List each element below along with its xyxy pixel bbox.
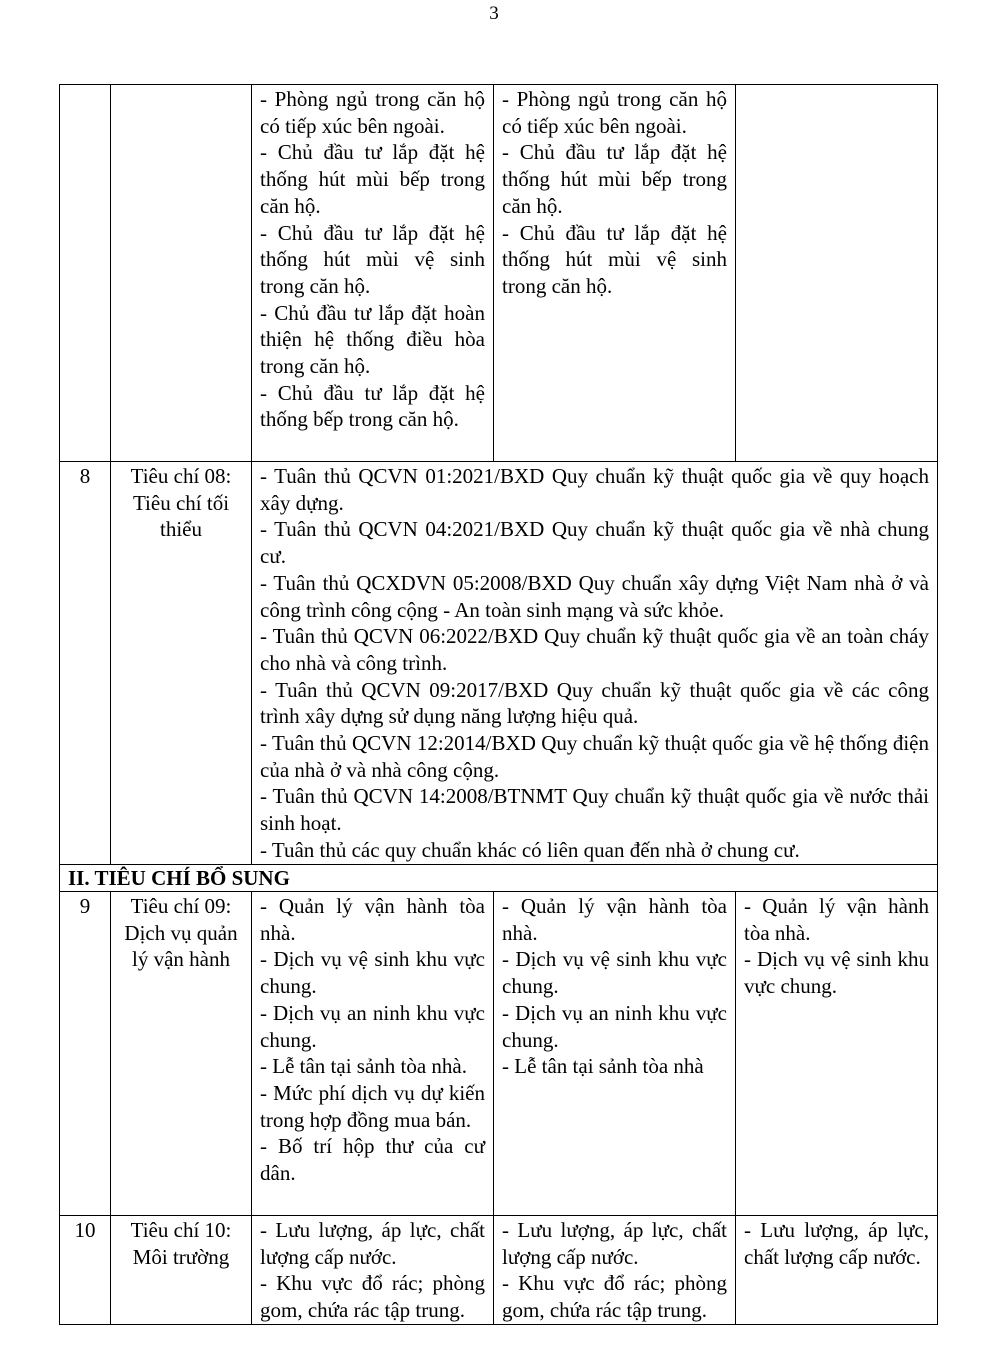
list-item: - Chủ đầu tư lắp đặt hệ thống hút mùi bếp trong căn hộ.: [260, 140, 485, 218]
list-item: - Chủ đầu tư lắp đặt hoàn thiện hệ thống điều hòa trong căn hộ.: [260, 300, 485, 379]
row-number-cell: 9: [60, 892, 111, 1216]
row-number-cell: [60, 85, 111, 462]
list-item: - Chủ đầu tư lắp đặt hệ thống bếp trong căn hộ.: [260, 380, 485, 432]
criterion-name-cell: [111, 462, 252, 865]
criterion-code: Tiêu chí 08:: [130, 464, 232, 488]
criterion-name-cell: [111, 1216, 252, 1325]
list-item: - Lễ tân tại sảnh tòa nhà.: [260, 1054, 468, 1079]
table-row-10: [60, 1216, 938, 1325]
list-item: - Lễ tân tại sảnh tòa nhà: [502, 1054, 704, 1079]
list-item: - Dịch vụ an ninh khu vực chung.: [260, 1000, 485, 1052]
list-item: - Phòng ngủ trong căn hộ có tiếp xúc bên ngoài.: [260, 87, 485, 138]
list-item: - Khu vực đổ rác; phòng gom, chứa rác tập trung.: [502, 1271, 727, 1323]
list-item: - Lưu lượng, áp lực, chất lượng cấp nước.: [744, 1218, 929, 1269]
section-title: II. TIÊU CHÍ BỔ SUNG: [60, 865, 938, 892]
row-number-cell: 10: [60, 1216, 111, 1325]
list-item: - Dịch vụ vệ sinh khu vực chung.: [502, 947, 727, 999]
list-item: - Tuân thủ các quy chuẩn khác có liên quan đến nhà ở chung cư.: [260, 837, 800, 862]
table-row-8: [60, 462, 938, 865]
criterion-name-cell: [111, 892, 252, 1216]
level-1-cell: [252, 1216, 494, 1325]
list-item: - Chủ đầu tư lắp đặt hệ thống hút mùi vệ sinh trong căn hộ.: [260, 220, 485, 298]
list-item: - Phòng ngủ trong căn hộ có tiếp xúc bên ngoài.: [502, 87, 727, 138]
list-item: - Tuân thủ QCVN 09:2017/BXD Quy chuẩn kỹ thuật quốc gia về các công trình xây dựng sử dụng năng lượng hiệu quả.: [260, 677, 929, 729]
list-item: - Tuân thủ QCVN 04:2021/BXD Quy chuẩn kỹ thuật quốc gia về nhà chung cư.: [260, 517, 929, 569]
criterion-title: Tiêu chí tối thiểu: [132, 490, 230, 542]
level-1-cell: [252, 892, 494, 1216]
level-2-cell: [494, 85, 736, 462]
page-number: 3: [489, 3, 499, 24]
table-row-9: [60, 892, 938, 1216]
criterion-code: Tiêu chí 09:: [130, 894, 232, 918]
criterion-name-cell: [111, 85, 252, 462]
table-row-continued: [60, 85, 938, 462]
criterion-title: Môi trường: [132, 1244, 230, 1269]
list-item: - Bố trí hộp thư của cư dân.: [260, 1134, 485, 1186]
list-item: - Quản lý vận hành tòa nhà.: [260, 894, 485, 945]
criterion-title: Dịch vụ quản lý vận hành: [124, 920, 238, 972]
level-3-cell: [736, 892, 938, 1216]
list-item: - Tuân thủ QCVN 06:2022/BXD Quy chuẩn kỹ thuật quốc gia về an toàn cháy cho nhà và công trình.: [260, 624, 929, 675]
level-2-cell: [494, 1216, 736, 1325]
criterion-code: Tiêu chí 10:: [130, 1218, 232, 1242]
merged-requirements-cell: [252, 462, 938, 865]
list-item: - Tuân thủ QCVN 01:2021/BXD Quy chuẩn kỹ thuật quốc gia về quy hoạch xây dựng.: [260, 464, 929, 515]
list-item: - Khu vực đổ rác; phòng gom, chứa rác tập trung.: [260, 1271, 485, 1323]
level-3-cell: [736, 85, 938, 462]
level-1-cell: [252, 85, 494, 462]
row-number-cell: 8: [60, 462, 111, 865]
list-item: - Lưu lượng, áp lực, chất lượng cấp nước.: [502, 1218, 727, 1269]
list-item: - Tuân thủ QCXDVN 05:2008/BXD Quy chuẩn xây dựng Việt Nam nhà ở và công trình công cộng - An toàn sinh mạng và sức khỏe.: [260, 570, 929, 622]
list-item: - Tuân thủ QCVN 12:2014/BXD Quy chuẩn kỹ thuật quốc gia về hệ thống điện của nhà ở và nhà công cộng.: [260, 731, 929, 782]
list-item: - Dịch vụ an ninh khu vực chung.: [502, 1000, 727, 1052]
list-item: - Tuân thủ QCVN 14:2008/BTNMT Quy chuẩn kỹ thuật quốc gia về nước thải sinh hoạt.: [260, 784, 929, 836]
section-header-row: [60, 865, 938, 892]
level-3-cell: [736, 1216, 938, 1325]
list-item: - Dịch vụ vệ sinh khu vực chung.: [744, 947, 929, 999]
list-item: - Quản lý vận hành tòa nhà.: [744, 894, 929, 945]
list-item: - Lưu lượng, áp lực, chất lượng cấp nước.: [260, 1218, 485, 1269]
list-item: - Quản lý vận hành tòa nhà.: [502, 894, 727, 945]
criteria-table: [59, 84, 938, 1325]
list-item: - Chủ đầu tư lắp đặt hệ thống hút mùi bếp trong căn hộ.: [502, 140, 727, 218]
list-item: - Chủ đầu tư lắp đặt hệ thống hút mùi vệ sinh trong căn hộ.: [502, 220, 727, 298]
list-item: - Dịch vụ vệ sinh khu vực chung.: [260, 947, 485, 999]
list-item: - Mức phí dịch vụ dự kiến trong hợp đồng mua bán.: [260, 1080, 485, 1132]
level-2-cell: [494, 892, 736, 1216]
